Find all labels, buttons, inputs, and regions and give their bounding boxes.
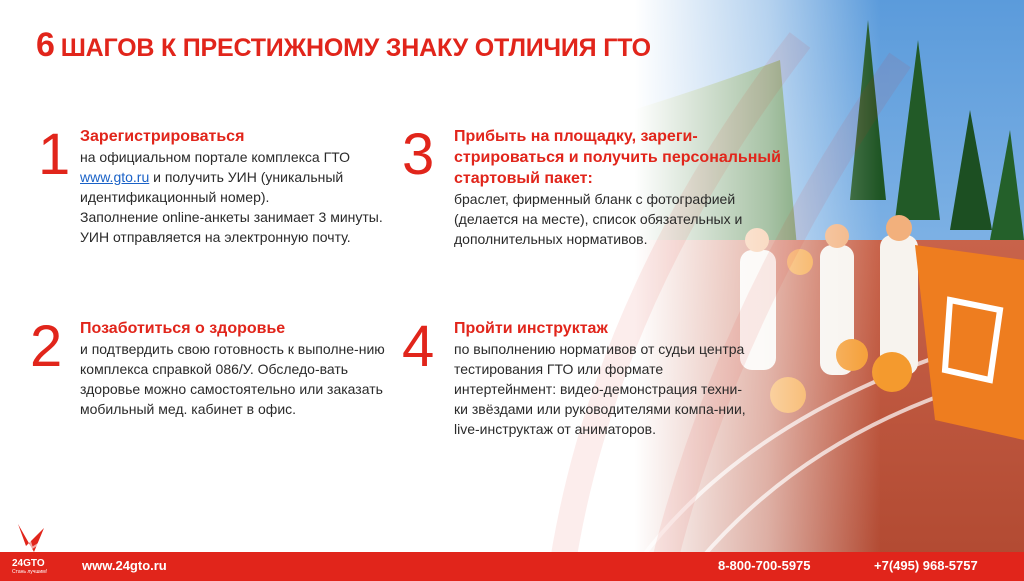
step-text-line: УИН отправляется на электронную почту. xyxy=(80,229,351,245)
step-text: и подтвердить свою готовность к выполне-нию комплекса справкой 086/У. Обследо-вать здоровье можно самостоятельно или заказать мобильный мед. кабинет в офис. xyxy=(80,341,385,417)
step-content xyxy=(80,318,400,419)
gto-star-icon xyxy=(4,518,66,558)
step-text-line: на официальном портале комплекса ГТО xyxy=(80,149,350,165)
step-number: 3 xyxy=(402,122,435,187)
step-text: по выполнению нормативов от судьи центра тестирования ГТО или формате интертейнмент: видео-демонстрация техни-ки звёздами или руководителями компа-нии, live-инструктаж от аниматоров. xyxy=(454,341,746,437)
footer-website-link[interactable]: www.24gto.ru xyxy=(82,558,167,573)
title-text: ШАГОВ К ПРЕСТИЖНОМУ ЗНАКУ ОТЛИЧИЯ ГТО xyxy=(60,34,651,62)
step-number: 1 xyxy=(38,122,71,187)
step-text xyxy=(80,147,410,247)
step-text-line: Заполнение online-анкеты занимает 3 минуты. xyxy=(80,209,383,225)
footer-bar xyxy=(0,552,1024,581)
step-content xyxy=(454,126,784,249)
step-heading: Зарегистрироваться xyxy=(80,128,245,145)
step-content xyxy=(80,126,410,247)
step-number: 2 xyxy=(30,314,63,379)
step-text: браслет, фирменный бланк с фотографией (делается на месте), список обязательных и дополнительных нормативов. xyxy=(454,191,743,247)
step-heading: Позаботиться о здоровье xyxy=(80,320,286,337)
footer-phone-1: 8-800-700-5975 xyxy=(718,558,811,573)
title-number: 6 xyxy=(36,26,55,64)
step-heading: Пройти инструктаж xyxy=(454,320,608,337)
page-title xyxy=(36,26,651,65)
logo-slogan: Стань лучшим! xyxy=(12,569,48,575)
step-heading: Прибыть на площадку, зареги-стрироваться и получить персональный стартовый пакет: xyxy=(454,128,781,187)
step-text-line: и получить УИН (уникальный идентификационный номер). xyxy=(80,169,344,205)
logo-brand: 24GTO xyxy=(12,558,45,569)
gto-logo xyxy=(4,518,66,580)
footer-phone-2: +7(495) 968-5757 xyxy=(874,558,978,573)
step-number: 4 xyxy=(402,314,435,379)
gto-site-link[interactable]: www.gto.ru xyxy=(80,169,150,185)
step-content xyxy=(454,318,754,439)
